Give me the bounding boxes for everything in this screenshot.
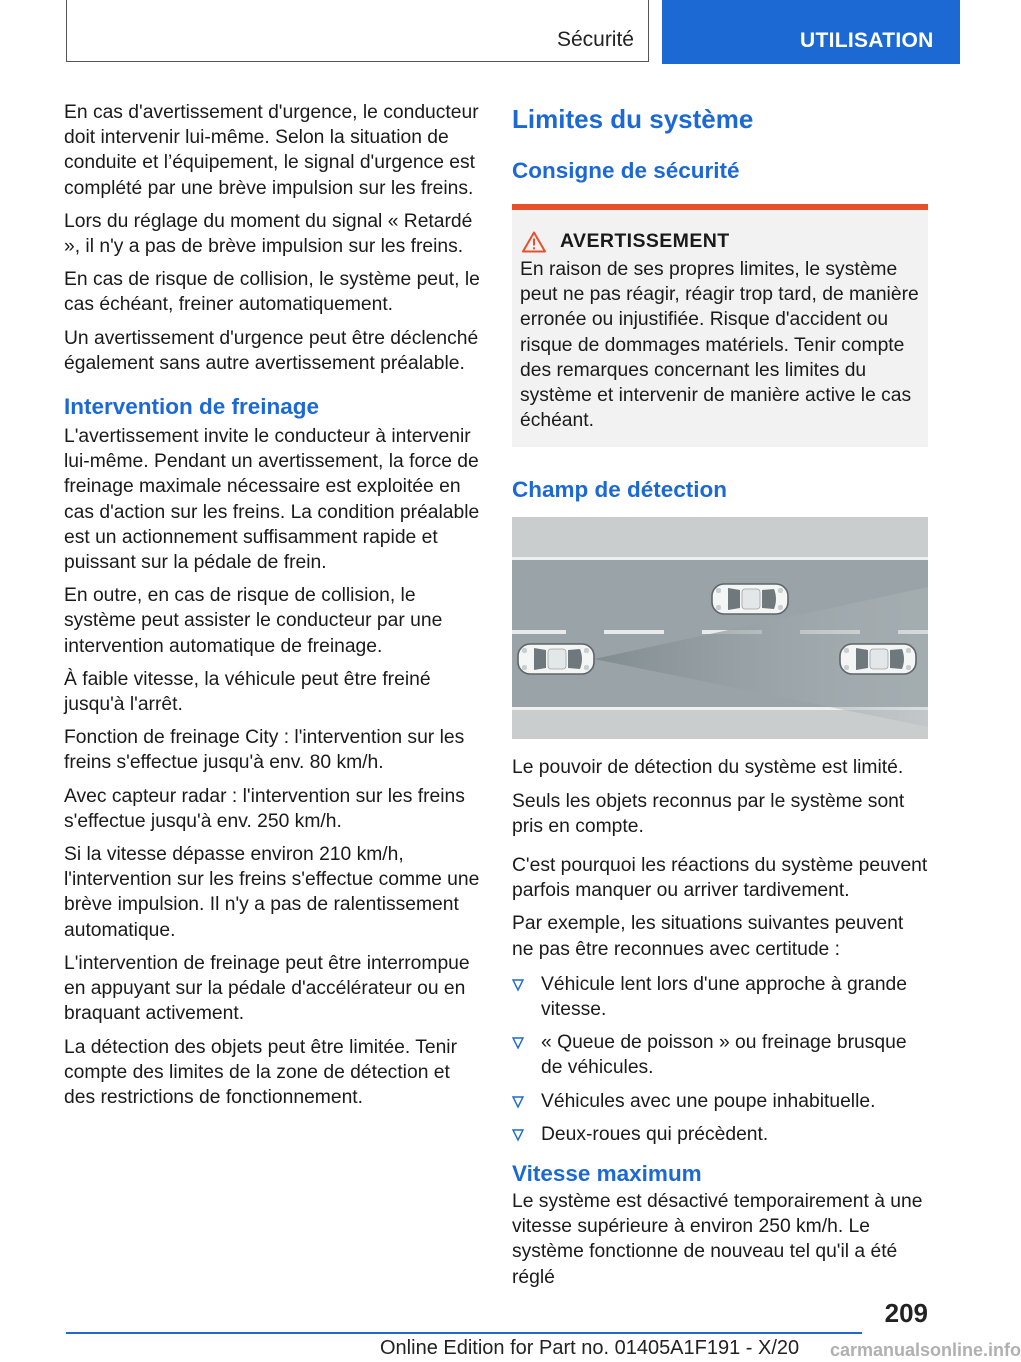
warning-header [520,230,920,253]
paragraph: Par exemple, les situations suivantes peuvent ne pas être reconnues avec certitude : [512,913,904,960]
paragraph: Lors du réglage du moment du signal « Retardé », il n'y a pas de brève impulsion sur les freins. [64,210,473,258]
page-number: 209 [884,1298,928,1328]
paragraph: En outre, en cas de risque de collision, le système peut assister le conducteur par une intervention automatique de freinage. [64,585,443,657]
warning-title: AVERTISSEMENT [560,230,730,252]
vehicle-ahead-left-lane-icon [712,584,788,614]
chapter-title: UTILISATION [800,29,934,52]
road-diagram [512,517,928,739]
paragraph: Fonction de freinage City : l'intervention sur les freins s'effectue jusqu'à env. 80 km/h. [64,727,465,774]
heading-limits: Limites du système [512,104,754,134]
left-column [64,100,482,1118]
warning-box [512,204,928,447]
paragraph: À faible vitesse, la véhicule peut être freiné jusqu'à l'arrêt. [64,668,431,716]
chapter-tab [662,0,960,64]
heading-safety: Consigne de sécurité [512,158,740,183]
paragraph: Seuls les objets reconnus par le système sont pris en compte. [512,790,905,837]
paragraph: L'intervention de freinage peut être interrompue en appuyant sur la pédale d'accélérateur ou en braquant activement. [64,952,470,1025]
triangle-bullet-icon [512,1037,524,1049]
situations-list [512,972,928,1147]
vehicle-ahead-icon [840,644,916,674]
list-item: Véhicules avec une poupe inhabituelle. [512,1089,928,1114]
section-header-box [66,0,649,62]
paragraph: Le pouvoir de détection du système est limité. [512,757,904,779]
edition-text: Online Edition for Part no. 01405A1F191 - X/20 [380,1337,800,1359]
right-column [512,100,928,1298]
list-item: Véhicule lent lors d'une approche à grande vitesse. [512,972,928,1022]
paragraph: En cas d'avertissement d'urgence, le conducteur doit intervenir lui-même. Selon la situation de conduite et l’équipement, le signal d'urgence est complété par une brève impulsion sur les freins. [64,102,479,199]
heading-max-speed: Vitesse maximum [512,1161,702,1187]
section-title: Sécurité [556,28,634,51]
paragraph: Avec capteur radar : l'intervention sur les freins s'effectue jusqu'à env. 250 km/h. [64,785,465,832]
footer-divider [66,1332,862,1334]
paragraph: Le système est désactivé temporairement à une vitesse supérieure à environ 250 km/h. Le système fonctionne de nouveau tel qu'il a été réglé [512,1191,923,1288]
watermark-text: carmanualsonline.info [830,1340,1021,1360]
paragraph: C'est pourquoi les réactions du système peuvent parfois manquer ou arriver tardivement. [512,855,928,902]
triangle-bullet-icon [512,979,524,991]
triangle-bullet-icon [512,1129,524,1141]
paragraph: Si la vitesse dépasse environ 210 km/h, l'intervention sur les freins s'effectue comme une brève impulsion. Il n'y a pas de ralentissement automatique. [64,844,480,941]
paragraph: La détection des objets peut être limitée. Tenir compte des limites de la zone de détection et des restrictions de fonctionnement. [64,1036,458,1108]
list-item: « Queue de poisson » ou freinage brusque de véhicules. [512,1030,928,1080]
page-header [0,0,960,66]
detection-field-illustration [512,517,928,739]
warning-triangle-icon [522,231,546,253]
paragraph: En cas de risque de collision, le système peut, le cas échéant, freiner automatiquement. [64,269,480,316]
warning-text: En raison de ses propres limites, le système peut ne pas réagir, réagir trop tard, de manière erronée ou injustifiée. Risque d'accident ou risque de dommages matériels. Tenir compte des remarques concernant les limites du système et intervenir de manière active le cas échéant. [520,259,919,432]
road-edge-top [512,557,928,560]
paragraph: Un avertissement d'urgence peut être déclenché également sans autre avertissement préalable. [64,327,479,374]
own-car-icon [518,644,594,674]
triangle-bullet-icon [512,1096,524,1108]
heading-intervention: Intervention de freinage [64,394,320,420]
list-item: Deux-roues qui précèdent. [512,1122,928,1147]
heading-detection: Champ de détection [512,477,728,503]
paragraph: L'avertissement invite le conducteur à intervenir lui-même. Pendant un avertissement, la force de freinage maximale nécessaire est exploitée en cas d'action sur les freins. La condition préalable est un actionnement suffisamment rapide et puissant sur la pédale de frein. [64,426,480,574]
